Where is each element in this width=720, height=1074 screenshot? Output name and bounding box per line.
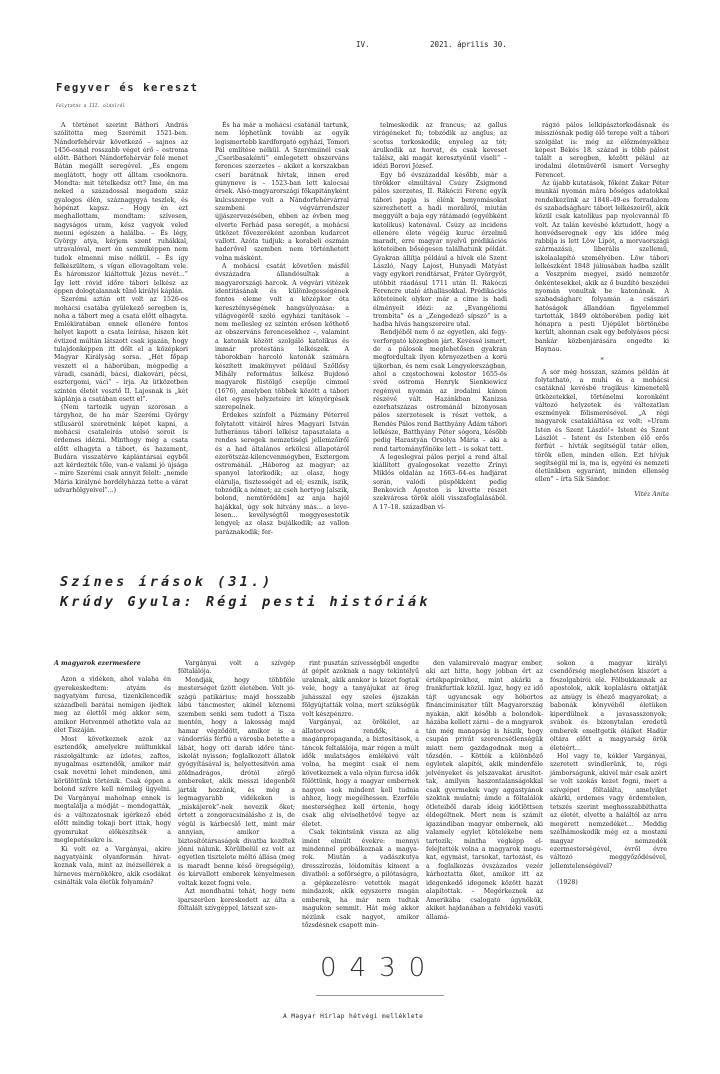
paragraph: A történet szerint Báthori András szólította meg Szerémit 1521-ben. Nándorfehérvár következő – sajnos az 1456-osnál rosszabb véget érő – ostroma előtt. Báthori Nándorfehérvár felé menet Bátán megállt seregével. „És engem meglátott, hogy ott álltam csoóknora. Mondta: mit tételkedsz ott? Íme, én ma neked a századossal megadom száz gyalogos élén, száznagygyá teszlek, és hópénzt kapsz. – Hogy én ezt meghallottam, mondtam: szívesen, nagyságos uram, kész vagyok veled menni egészen a halálba. – És légy, György atya, kérjem szent ruhákkal, utravalóval, mert én semmiképpen nem tudok elmenni mise nélkül. – És így felkészültem, s vígan ellovagoltam vele. És háromszor kiáltottuk Jézus nevét...” Így lett róvid időre tábori lelkész az éppen dologtalannak tűnő királyi káplán. xyxy=(54,122,188,295)
story-column-3 xyxy=(302,660,419,930)
paragraph: Azon a vidéken, ahol valaha én gyerekeskedtem: atyám és nagyatyám furcsa, tizenkilencedik századbeli barátai nemigen ijedtek meg az élettől még akkor sem, amikor Hetvenmél athetkte vala az élet Tiszáján. xyxy=(54,676,171,735)
issue-date: 2021. április 30. xyxy=(430,40,507,49)
publication-year: (1928) xyxy=(557,879,578,887)
paragraph: sokon a magyar királyi csendőrség meglehetősen kiszórt a fószolgabírói elé. Fölbukkannak az apostolok, akik koplalásra oktatják az amúgy is éhező magyarokat; a babonák könyvéből életüken kiperdülnek a javasasszonyok; svábok és bizonytalan eredetű emberek emeltgetik óláiket Hadúr oltára előtt a magyarság örök életéért… xyxy=(550,660,667,752)
paragraph: A sor még hosszan, számos példán át folytatható, a muhi és a mohácsi csatáknál kevésbé tragikus kimenetelű ütközetekkel, történelmi koronként változó helyzetek és változatlan eszmények fölismerésével. „A régi magyarok csatakiáltása ez volt: »Uram Isten és Szent László!« Istent és Szent Lászlót – Istent és Istenben élő erős férfiút – hívták segítségül tatár ellen, török ellen, minden ellen. Ezt hívjuk segítségül mi is, ma is, egyéni és nemzeti életünkben egyaránt, minden ellenség ellen” – írta Sík Sándor. xyxy=(535,368,669,484)
paragraph: Most következnek azok az esztendők, amelyekre múltunkkal rászolgáltunk: az ízletes, zaftos, nyugalmas esztendők, amikor már csak nevetni lehet mindenen, ami körülöttünk történik. Csak éppen a bolond szívre kell némileg ügyelni. De Vargányai maholnap ennek is megtalálja a módját – mondogatták, és a változatosnak ígérkező ebéd előtt mindig tokaji bort ittak, hogy gyomrukat előkészítsék a meglepetésekre is. xyxy=(54,735,171,845)
paragraph: rágzó pálos lelkipásztorkodásnak és missziósnak pedig élő terepe volt a tábori szolgálat is: még az előzményekhez képest Békés 18. század is több pálost talált a seregben, között pélául az irodalmi életművéről ismert Verseghy Ferencet. xyxy=(535,122,669,179)
paragraph: Azt mondhatni tehát, hogy nem iparszerűen kereskedett az álta a föltalált szívgéppel, látszat sze- xyxy=(178,888,295,913)
article-column-2 xyxy=(215,122,349,546)
paragraph: És ha már a mohácsi csatánál tartunk, nem léphetünk tovább az egyik legismertebb kardforgató egyházi, Tomori Pál említése nélkül. A Szerémiinél csak „Cseribasakénti” emlegetett obszerváns ferences szerzetes – akiket a korszakban cseri barátnak hívtak, innen ered gúnyneve is – 1523-ban lett kalocsai érsek. Alsó-magyarországi főkapitányként kulcsszerepe volt a Nándorfehérvárral szembeni végvárrendszer újjászervezésében, ebben az évben meg elverte Ferhád pasa seregét, a mohácsi ütközet fővezeréként azonban kudarcot vallott. Azóta tudjuk: a korabeli oszmán haderővel szemben nem történhetett volna másként. xyxy=(215,122,349,262)
author-signature: Vitéz Anita xyxy=(634,490,669,498)
paragraph: Ki volt ez a Vargányai, akire nagyatyáink olyanformán hivatkoznak vala, mint az ínézsellérek a hírneves mérnökökre, akik csodákat csinálták vala életük folyamán? xyxy=(54,845,171,887)
paragraph: Hol vagy te, kókler Vargányai, szeretett svindlerünk, te, régi jámborságunk, akivel már csak azért se volt szokás kezet fogni, mert a szívgépet föltalálta, amelyiket akárki, erdemes vagy érdemtelen, tetszés szerint meghosszabbíthatta az életét, elvette a haláltól az arra megérett nemzedéket… Meddig szélhámoskodik még ez a mostani magyar nemzedék ezermesterségével, évről évre változó meggyőződésével, jellemtelenségével? xyxy=(550,752,667,870)
paragraph: Az újabb kutatások, főként Zakar Péter munkái nyomán mára bőséges adatokkal rendelkezünk az 1848–49-es forradalom és szabadságharc tábori lelkészeiről, akik közül csak katolikus pap nyolcvannál fö volt. Az talán kevésbé köztudott, hogy a honvédseregnek egy kis időre még rabbija is lett Löw Lipót, a morvaországi származású, liberális szellemű, iskolaalapító személyében. Löw tábori lelkészként 1848 júliusában hadba szállt a Veszprém megyei, zsidó nemzetőr önkéntesekkel, akik az ő buzdító beszédei nyomán vonultak be katonának. A szabadságharc folyamán a császári hatóságok állandóan figyelemmel tartották, 1849 októberében pedig két hónapra a pesti Újépület börtönébe került, ahonnan csak egy befolyásos pécsi bankár közbenjárására engedte ki Haynau. xyxy=(535,180,669,354)
article-title: Fegyver és kereszt xyxy=(56,82,199,94)
supplement-label: A Magyar Hírlap hétvégi melléklete xyxy=(283,1013,424,1020)
story-column-2 xyxy=(178,660,295,925)
paragraph: (Nem tartozik ugyan szorosan a tárgyhoz, de ha már Szerémi György stílusáról szeretnénk képet kapni, a mohácsi csataleírás utolsó soroit is érdemes idézni. Minthogy még a csata előtt elhagyta a tábort, és hazament, Budára visszatérve káplántársai egyből azt kérdezték tőle, van-e valami jó újsága – mire Szerémi csak annyit felelt: „nemde Mária királyné bordélyházzá tette a várat udvarhölgyeivel”...) xyxy=(54,404,188,495)
paragraph: Csak tekintsünk vissza az alig imént elmúlt évekre: mennyi mindennel próbálkoznak a magyarok. Miután a vadászkutya dresszírozás, lóidomítás kiment a divatból: a soförségre, a pilótaságra, a gépkezelésre vetették magát mindazok, akik egyszerre magán emberek, ha már nem tudtak magukon semmit. Hát még akkor nézünk csak nagyot, amikor tőzsdésnek csapott min- xyxy=(302,829,419,930)
story-column-5 xyxy=(550,660,667,925)
paragraph: Egy bő évszázaddal később, már a törökkor elmúltával Csúzy Zsigmond pálos szerzetes, II. Rákóczi Ferenc egyik tábori papja is élénk benyomásokat szerezhetett a hadi moráliról, miután meggyúlt a baja egy rátámadó (egyébként katolikus) katonával. Csúzy az incidens ellenére élete végéig kuruc érzelmű maradt, erre magyar nyelvű prédikációs köteteiben bőségesen találhatunk példát. Gyakran állítja például a hívek elé Szent László, Nagy Lajost, Hunyadi Mátyást vagy egykori rendtársat, Fráter Györgyöt, utóbbit ráadásul 1711 után II. Rákóczi Ferencre utaló áthallásokkal. Prédikációs köteteinek olykor már a címe is hadi élményeit idézi: az „Evangéliomi trombita” és a „Zengedező sípszó” is a hadba hívás hangszereire utal. xyxy=(373,171,507,329)
paragraph: Vargányai, az örökélet, az állatorvosi rendők, a magánpropaganda, a biztosítások, a táncok feltalálója, már régen a múlt idők mulatságos emlékévé vált volna, ha megint csak el nem következnek a vala olyan furcsa idők fölöttünk, hogy a magyar embernek nagyon sok mindent kell tudnia ahhoz, hogy megélhessen. Ezerféle mesterséghez kell értenie, hogy csak alig elviselhetővé tegye az életet. xyxy=(302,719,419,828)
section-separator: * xyxy=(600,357,604,365)
article-column-1 xyxy=(54,122,188,546)
paragraph: den valamirevaló magyar ember, aki azt hitte, hogy jobban ért az értékpapírokhoz, mint akárki a frankfurtiak közül. Igaz, hogy ez idő tájt ugyancsak egy hóbortos finánciminiszter tűlt Magyarország nyakán, akit később a bolondokházába kellett zárni – de a magyarok tán még manapság is hiszik, hogy csupán privát szerencsétlenségük miatt nem gazdagodnak meg a tőzsdén. – Kötték a különböző egyletek alapítói, akik mindenféle jelvényeket és jelszavakat árusítottak, amilyen haszontalanságokkal csak gyermekek vagy aggastyánok szoktak mulatni; ámde a föltalálók ötleteiből darab ideig kiötlöttsen éldegéltnek. Mert nem is számít igazándiban magyar embernek, aki valamely egylet kötelékébe nem tartozik; mintha végképp elfelejtették volna a magyarok magukat, egymást, tarsokat, tartozást, és a foglalkozás évszázados vezér kárhoztatta őket, amikor itt az idegenkedő idegenek között hazát alapítottak. – Megérkeznek az Amerikába csalogató úgynökök, akiket hajdanában a felvidéki vasúti államá- xyxy=(426,660,543,921)
story-subhead: A magyarok ezermestere xyxy=(54,660,141,667)
article-column-4 xyxy=(535,122,669,546)
page-header xyxy=(0,40,720,52)
paragraph: Szerémi aztán ott volt az 1526-os mohácsi csatába gyülekező seregben is, noha a tábort meg a csata előtt elhagyta. Emlékiratában ennek ellenére fontos helyet kapott a csata leírása, hiszen két évtized múltán látszott csak igazán, hogy tulajdonképpen itt dőlt el a középkori Magyar Királyság sorsa. „Hét főpap veszett el a háborúban, mégpedig a váradi, csanádi, bácsi, diakovári, pécsi, esztergomi, váci” – írja. Az ütközetben szintén életét vesztő II. Lajosnak is „két káplánja a csatában esett el”. xyxy=(54,296,188,403)
footer-page-number: 0430 xyxy=(320,953,439,983)
series-title: Színes írások (31.) xyxy=(60,574,274,590)
article-continuation-note: Folytatás a III. oldalról xyxy=(56,104,126,109)
paragraph: A mohácsi csatát követően másfél évszázadra állandósultak a magyarországi harcok. A végvári vitézek identitásának és különlegességének fontos eleme volt a középkor óta kereszténységének hangsúlyozása: a világvégéről szóló egyházi tanítások – nem mellesleg ez szintén erősen köthető az obszerváns ferencesekhez –, valamint a katonák között szolgáló katolikus és immár protestáns lelkészek. A táborokban harcoló katonák számára készített imakönyvet például Szőllősy Mihály református lelkész Bujdosó magyarok füstölgő csepűje címmel (1676), amelyben többek között a tábori élet egyes helyzeteire írt könyörgések szerepelnek. xyxy=(215,263,349,412)
paragraph: Rendjéből nem ő az egyetlen, aki fegyverforgató közegben járt. Kevéssé ismert, de a pálosok meglehetősen gyakran megfordultak ilyen környezetben a korú újkorban, és nem csak Lengyelországban, ahol a częstochowai kolostor 1655-ös svéd ostroma Henryk Sienkiewicz regényei nyomán az irodalmi kánon részévé vált. Hazánkban Kanizsa ezerhatszázas ostrománál bizonyosan pálos szerzetesek is részt vettek, a Rendés Pálos rend Batthyány Ádám tábori lelkésze, Batthyány Péter sógora, később pedig Harastyán Orsolya Mária – aki a rend tartományfőnöke lett – is sokat tett. xyxy=(373,329,507,453)
paragraph: Vargányai volt a szívgép föltalálója. xyxy=(178,660,295,676)
article-title: Krúdy Gyula: Régi pesti históriák xyxy=(60,594,431,610)
paragraph: Mondják, hogy többféle mesterséget űzött életében. Volt jószágú patikárius; majd hosszabb lábú táncmester, akinél köznemi szemben senki sem tudott a Tisza mentén, hogy a lakosság majd hamar végződött, amikor is a vándorríás férfiú a városba betette a lábát, hogy ott darab időre tánciskolát nyisson; foglalkozott állatok gyógyításával is, helyettesítvén ama zöldnadrágos, drótól zörgő embereket, akik messzi idegenből járták hozzánk, és még a legmagyarabb vidékeken is „miskájerek”-nek nevezik őket; értett a zongoracsinálásho z is, de végül is kárbecslő lett, mint már annyian, amikor a biztosítótársaságok divatba kezdtek jönni nálunk. Körülbelül ez volt az egyetlen tisztelete méltó állása (meg is maradt benne késő öregségéig), és kárvallott emberek kényelmesen voltak kezet fogni vele. xyxy=(178,676,295,887)
paragraph: A legeslegvai pálos perjel a rend által kiállított gyalogosokat vezette Zrínyi Miklós oldalán az 1663–64-es hadjárat során, valódi püspökként pedig Benkovich Ágoston is kivette részét szekvárosa török alóli visszafoglalásából. A 17–18. században ví- xyxy=(373,453,507,511)
page-number: IV. xyxy=(356,40,370,49)
story-column-1 xyxy=(54,660,171,925)
article-column-3 xyxy=(373,122,507,546)
paragraph: Érdekes színfolt a Pázmány Péterrel folytatott vitáiról híres Magyari István lutheránus tábori lelkész tapasztalata a rendes seregek nemzetiségi jellemzőiről és a had általános erkölcsi állapotáról ezerötszáz-kilencvenmégyben, Esztergom ostrománál. „Háborog az magyar; az spanyol latorkodik; az olasz, hogy elárulja, tisztességét ad el; esznik, iszik, tobzódik a német; az cseh hortyog [alszik, bolond, nemtörődöm] az anja hajól hajákkal, úgy sok hitvány más… a levelesen... kevélységtől meggyesestetik lengyel; az olasz bujálkodik; az vallon paráznakodik; fer- xyxy=(215,412,349,536)
paragraph: rint pusztán szívességből engedte át gépét azoknak a nagy tekintélyű uraknak, akik annkor is kezet fogtak vele, hogy a tanyájukat az öreg juhásszal egy szeles éjszakán fölgyújtatták volna, mert szükségük volt készpénzre. xyxy=(302,660,419,718)
story-column-4 xyxy=(426,660,543,925)
paragraph: telmeskedik az francus; az gallus virágéneket fú; tobzódik az anglus; az scotus torkoskodik; enyeleg az tót; árulkodik az horvát, és csak keveset találsz, aki magát keresztyénül viseli” – idézi Borovi József. xyxy=(373,122,507,171)
footer-divider xyxy=(316,995,444,996)
